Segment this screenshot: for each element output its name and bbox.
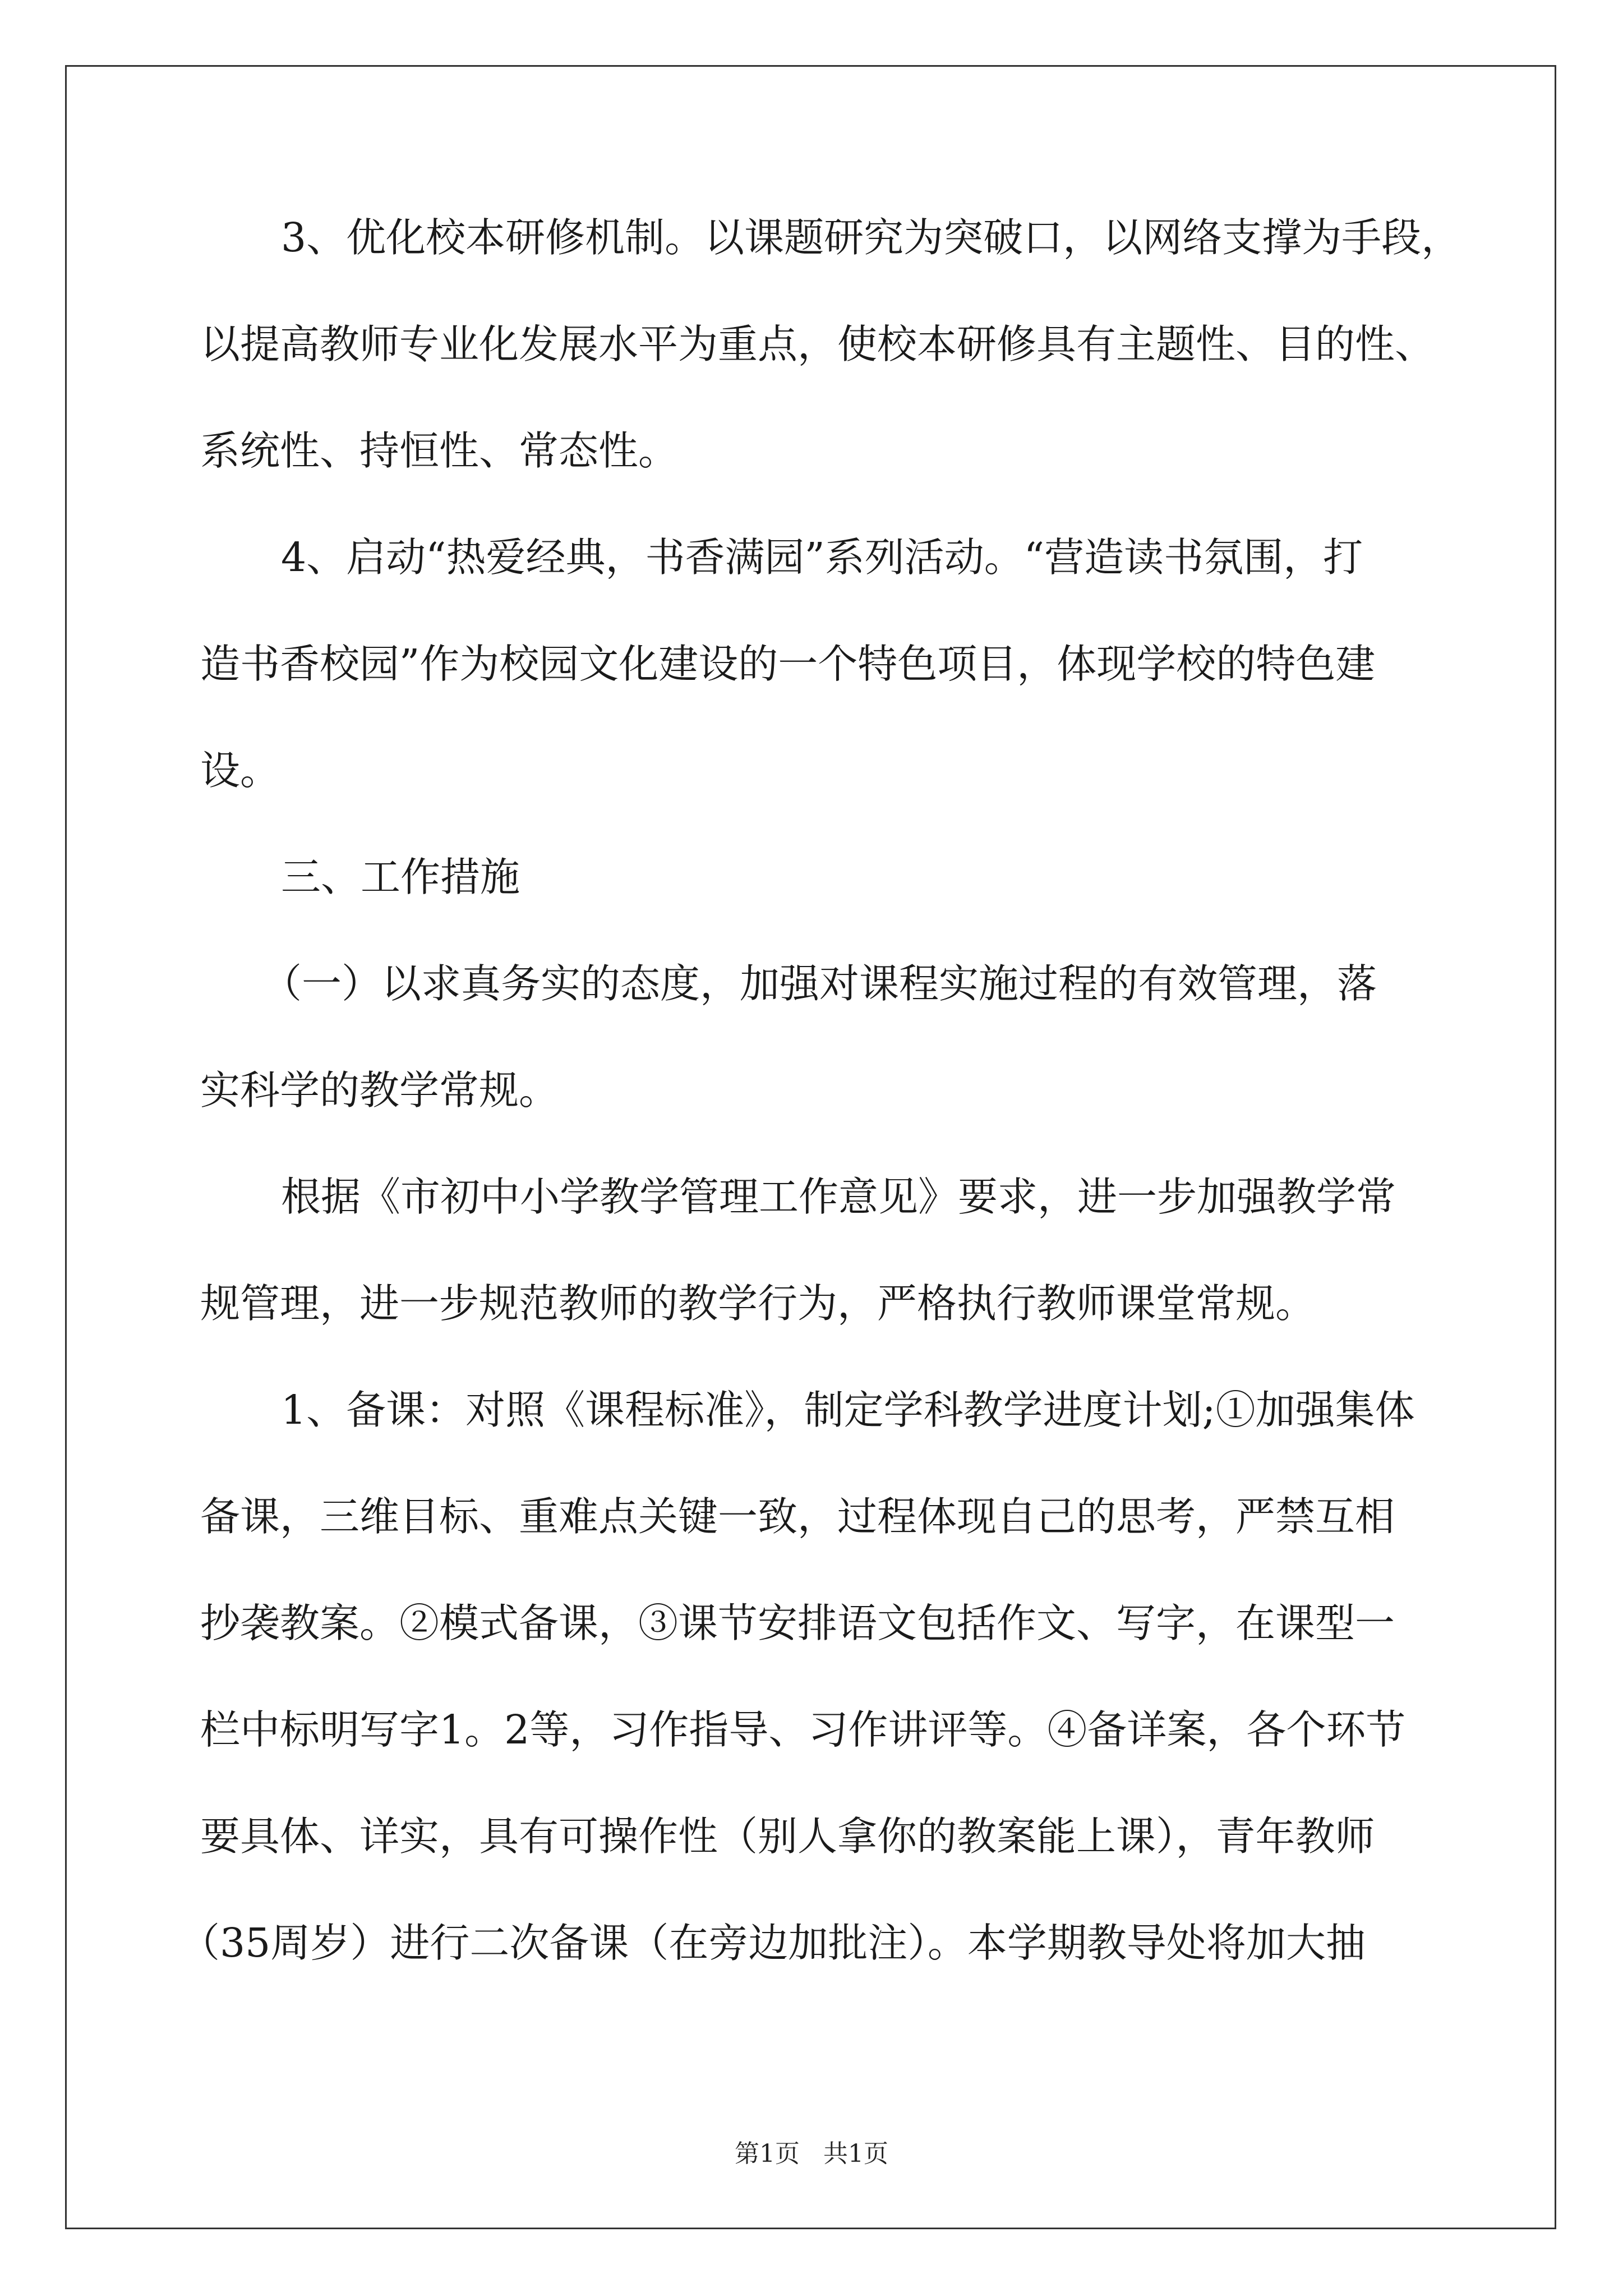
paragraph-4-line-2: 备课，三维目标、重难点关键一致，过程体现自己的思考，严禁互相 [200,1493,1395,1540]
paragraph-4-line-6: （35周岁）进行二次备课（在旁边加批注）。本学期教导处将加大抽 [180,1920,1366,1966]
section-heading: 三、工作措施 [281,854,520,900]
page-border [65,65,1556,2229]
page-total: 共1页 [823,2139,888,2168]
paragraph-4-line-5: 要具体、详实，具有可操作性（别人拿你的教案能上课），青年教师 [200,1813,1375,1860]
subsection-1-line-2: 实科学的教学常规。 [200,1067,559,1114]
paragraph-4-line-1: 1、备课：对照《课程标准》，制定学科教学进度计划;①加强集体 [281,1387,1415,1433]
paragraph-1-line-3: 系统性、持恒性、常态性。 [200,427,679,474]
paragraph-4-line-4: 栏中标明写字1。2等，习作指导、习作讲评等。④备详案，各个环节 [200,1706,1406,1753]
paragraph-1-line-2: 以提高教师专业化发展水平为重点，使校本研修具有主题性、目的性、 [200,321,1435,367]
paragraph-3-line-2: 规管理，进一步规范教师的教学行为，严格执行教师课堂常规。 [200,1280,1316,1327]
subsection-1-line-1: （一）以求真务实的态度，加强对课程实施过程的有效管理，落 [262,960,1377,1007]
paragraph-2-line-1: 4、启动“热爱经典，书香满园”系列活动。“营造读书氛围，打 [281,534,1363,581]
paragraph-3-line-1: 根据《市初中小学教学管理工作意见》要求，进一步加强教学常 [281,1174,1396,1220]
paragraph-1-line-1: 3、优化校本研修机制。以课题研究为突破口，以网络支撑为手段， [281,214,1461,261]
page-footer [0,2133,1623,2169]
paragraph-4-line-3: 抄袭教案。②模式备课，③课节安排语文包括作文、写字，在课型一 [200,1600,1395,1646]
paragraph-2-line-2: 造书香校园”作为校园文化建设的一个特色项目，体现学校的特色建 [200,641,1376,687]
paragraph-2-line-3: 设。 [200,747,280,794]
page-number: 第1页 [735,2139,800,2168]
